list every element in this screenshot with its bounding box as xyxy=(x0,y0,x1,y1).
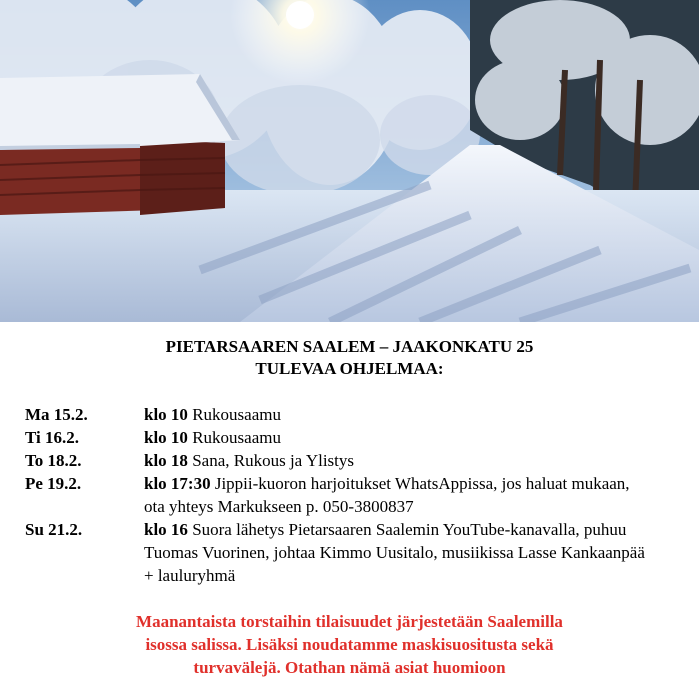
schedule-day: Ti 16.2. xyxy=(25,428,80,447)
schedule-day: Pe 19.2. xyxy=(25,474,82,493)
schedule-event: Suora lähetys Pietarsaaren Saalemin YouTube-kanavalla, puhuu Tuomas Vuorinen, johtaa Kimmo Uusitalo, musiikissa Lasse Kankaanpää + lauluryhmä xyxy=(144,520,645,585)
schedule-description xyxy=(144,518,649,587)
schedule-description xyxy=(144,449,649,472)
schedule-event: Jippii-kuoron harjoitukset WhatsAppissa, jos haluat mukaan, ota yhteys Markukseen p. 050-3800837 xyxy=(144,474,630,516)
schedule-time: klo 16 xyxy=(144,520,188,539)
schedule-day: To 18.2. xyxy=(25,451,82,470)
schedule-day: Ma 15.2. xyxy=(25,405,88,424)
schedule-event: Rukousaamu xyxy=(192,428,281,447)
schedule-row xyxy=(25,472,685,518)
schedule-description xyxy=(144,426,649,449)
program-heading: TULEVAA OHJELMAA: xyxy=(255,359,444,378)
schedule-row xyxy=(25,403,685,426)
schedule-description xyxy=(144,472,649,518)
notice-line: turvavälejä. Otathan nämä asiat huomioon xyxy=(193,658,506,677)
schedule-event: Rukousaamu xyxy=(192,405,281,424)
notice-line: Maanantaista torstaihin tilaisuudet järjestetään Saalemilla xyxy=(136,612,563,631)
schedule-event: Sana, Rukous ja Ylistys xyxy=(192,451,355,470)
schedule-list xyxy=(25,403,685,587)
schedule-row xyxy=(25,449,685,472)
winter-road-photo xyxy=(0,0,699,322)
schedule-day: Su 21.2. xyxy=(25,520,83,539)
schedule-time: klo 10 xyxy=(144,428,188,447)
schedule-time: klo 18 xyxy=(144,451,188,470)
schedule-row xyxy=(25,518,685,587)
schedule-row xyxy=(25,426,685,449)
schedule-time: klo 17:30 xyxy=(144,474,211,493)
church-title: PIETARSAAREN SAALEM – JAAKONKATU 25 xyxy=(165,337,534,356)
covid-notice xyxy=(0,610,699,679)
schedule-description xyxy=(144,403,649,426)
notice-line: isossa salissa. Lisäksi noudatamme maskisuositusta sekä xyxy=(145,635,554,654)
schedule-time: klo 10 xyxy=(144,405,188,424)
